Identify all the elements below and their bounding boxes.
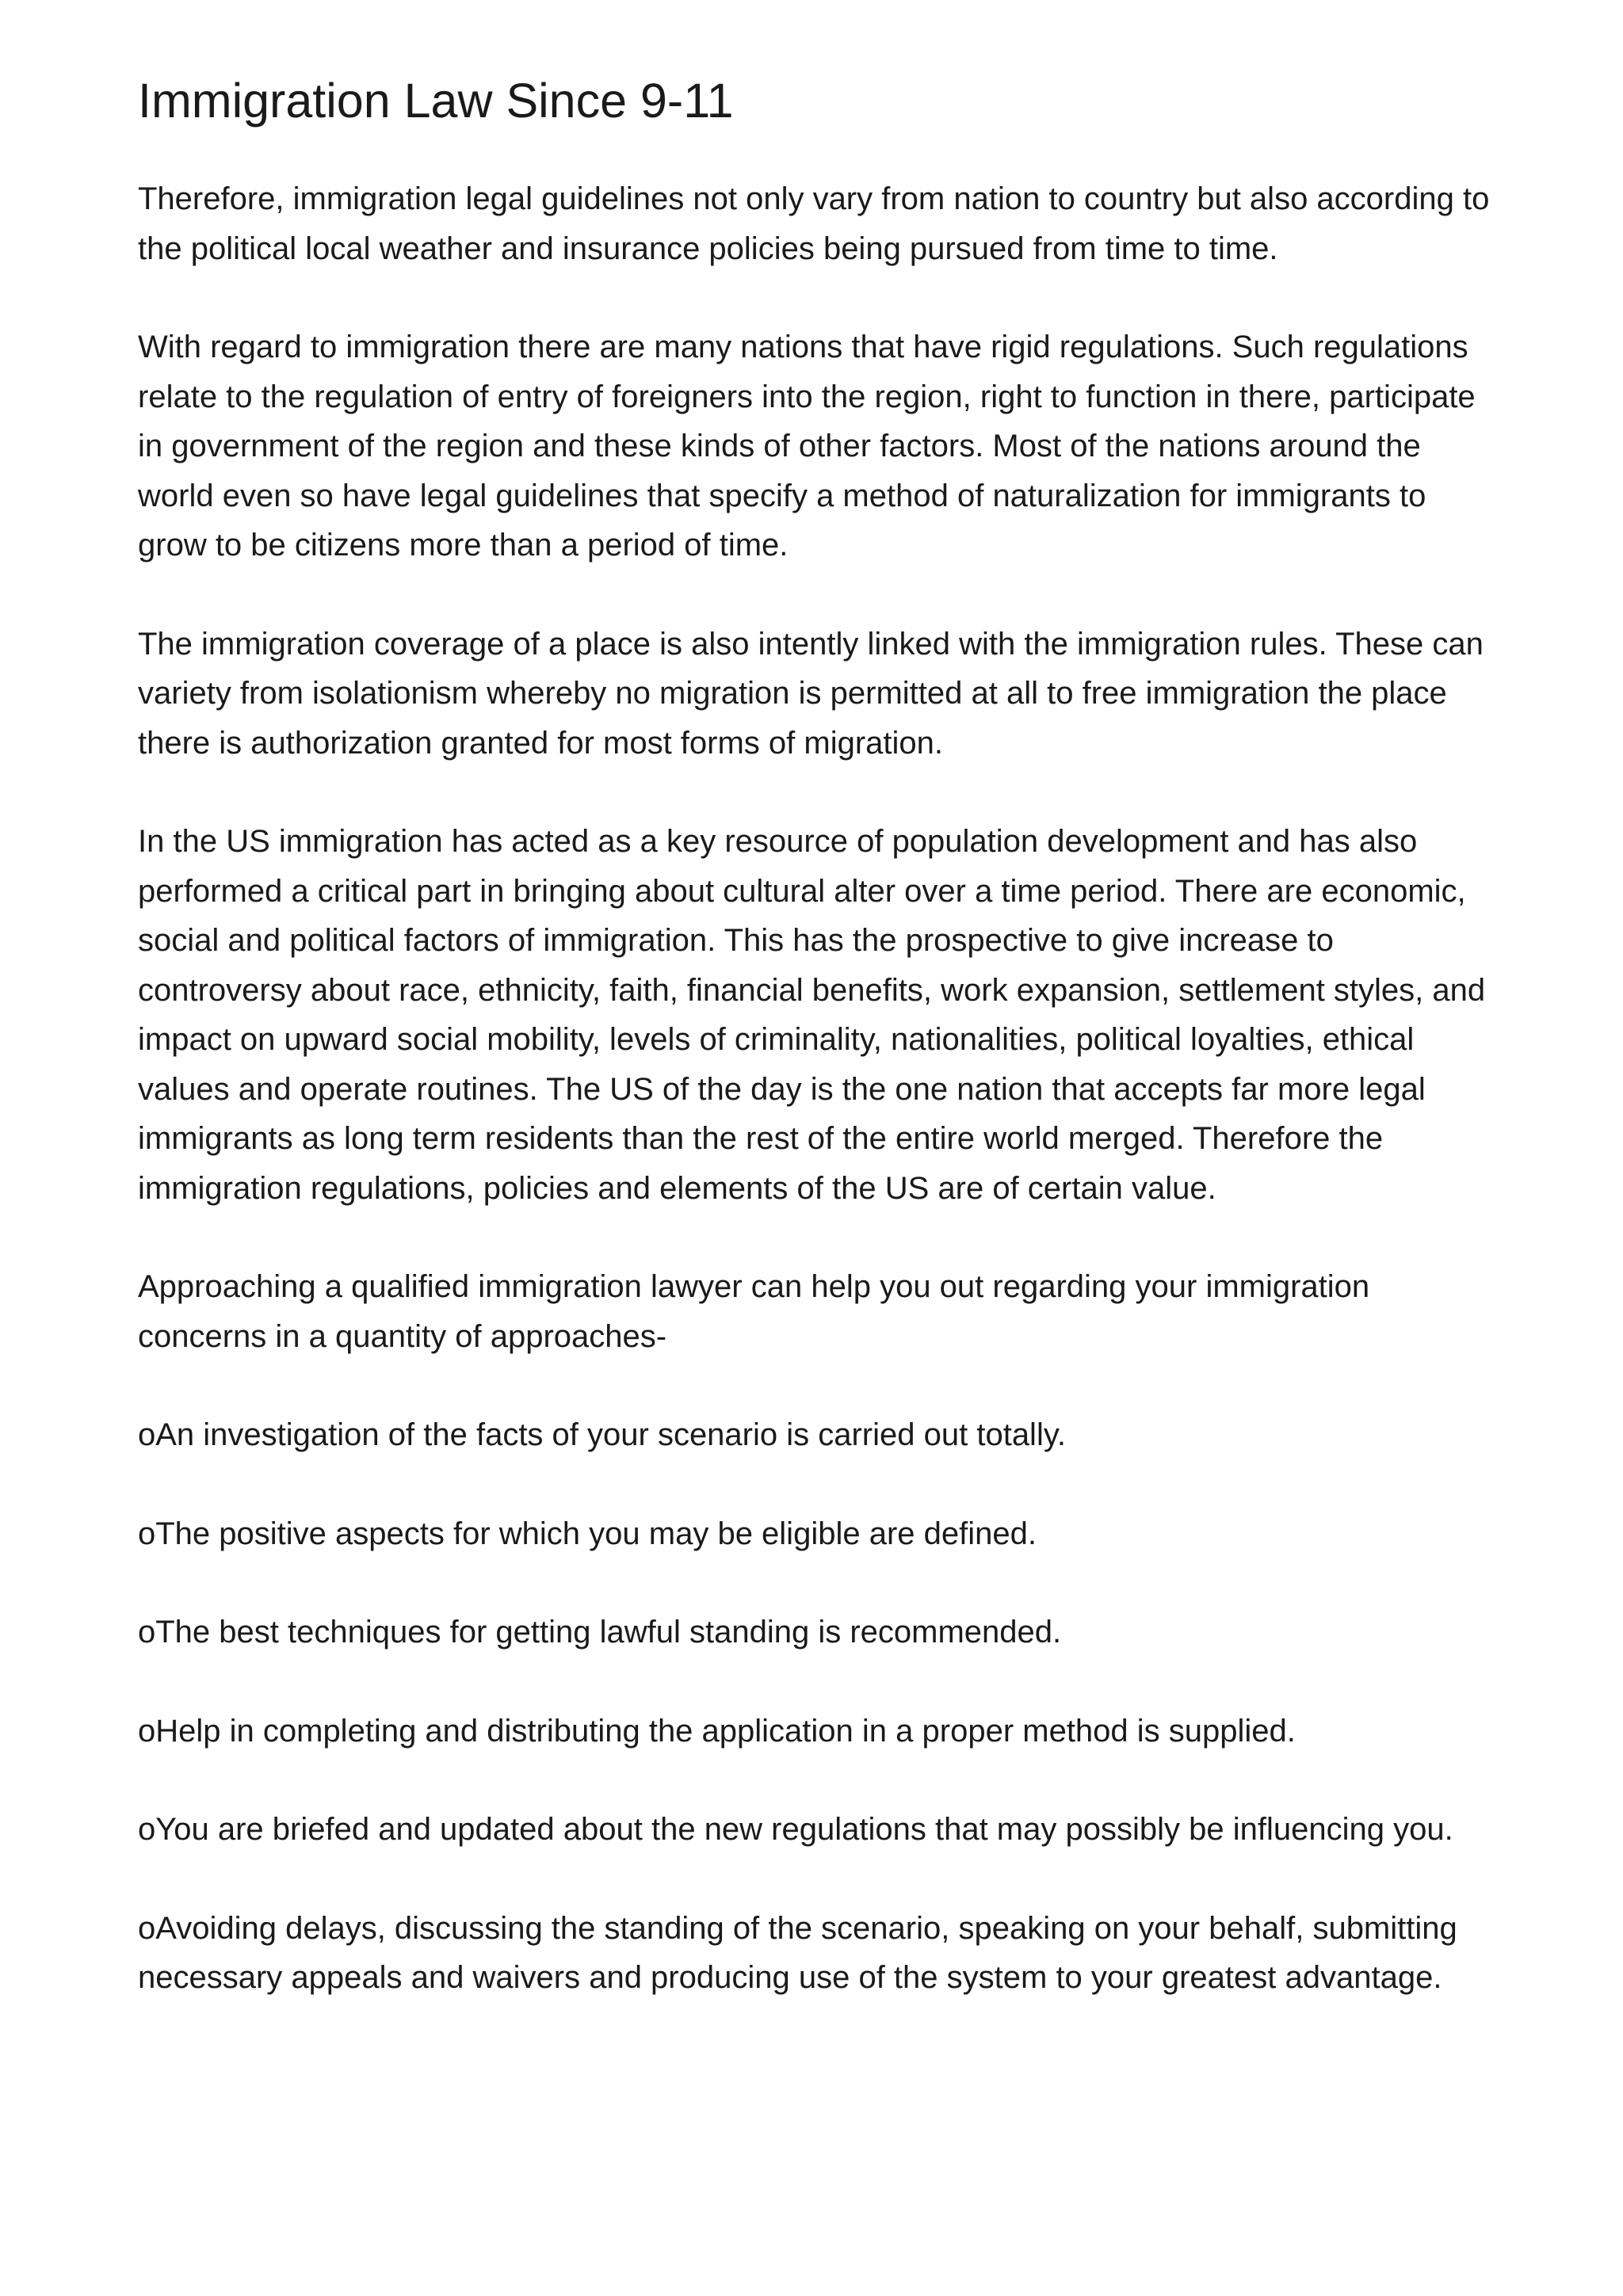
paragraph-3: The immigration coverage of a place is also intently linked with the immigration rules. These can variety from isolationism whereby no migration is permitted at all to free immigration the place there is authorization granted for most forms of migration.	[138, 626, 1484, 761]
list-item: oHelp in completing and distributing the application in a proper method is supplied.	[138, 1713, 1296, 1749]
document-title: Immigration Law Since 9-11	[138, 74, 734, 128]
list-item: oThe positive aspects for which you may be eligible are defined.	[138, 1516, 1037, 1551]
list-item: oYou are briefed and updated about the new regulations that may possibly be influencing you.	[138, 1812, 1453, 1848]
list-item: oAvoiding delays, discussing the standing of the scenario, speaking on your behalf, submitting necessary appeals and waivers and producing use of the system to your greatest advantage.	[138, 1910, 1457, 1996]
body-paragraphs	[138, 174, 1501, 1361]
paragraph-1: Therefore, immigration legal guidelines not only vary from nation to country but also according to the political local weather and insurance policies being pursued from time to time.	[138, 181, 1490, 266]
bullet-list	[138, 1410, 1501, 2003]
paragraph-5: Approaching a qualified immigration lawyer can help you out regarding your immigration concerns in a quantity of approaches-	[138, 1269, 1370, 1354]
paragraph-4: In the US immigration has acted as a key resource of population development and has also performed a critical part in bringing about cultural alter over a time period. There are economic, social and political factors of immigration. This has the prospective to give increase to controversy about race, ethnicity, faith, financial benefits, work expansion, settlement styles, and impact on upward social mobility, levels of criminality, nationalities, political loyalties, ethical values and operate routines. The US of the day is the one nation that accepts far more legal immigrants as long term residents than the rest of the entire world merged. Therefore the immigration regulations, policies and elements of the US are of certain value.	[138, 824, 1486, 1206]
paragraph-2: With regard to immigration there are many nations that have rigid regulations. Such regulations relate to the regulation of entry of foreigners into the region, right to function in there, participate in government of the region and these kinds of other factors. Most of the nations around the world even so have legal guidelines that specify a method of naturalization for immigrants to grow to be citizens more than a period of time.	[138, 330, 1476, 563]
list-item: oAn investigation of the facts of your scenario is carried out totally.	[138, 1417, 1066, 1453]
list-item: oThe best techniques for getting lawful standing is recommended.	[138, 1615, 1062, 1650]
document-page	[138, 73, 1501, 2052]
